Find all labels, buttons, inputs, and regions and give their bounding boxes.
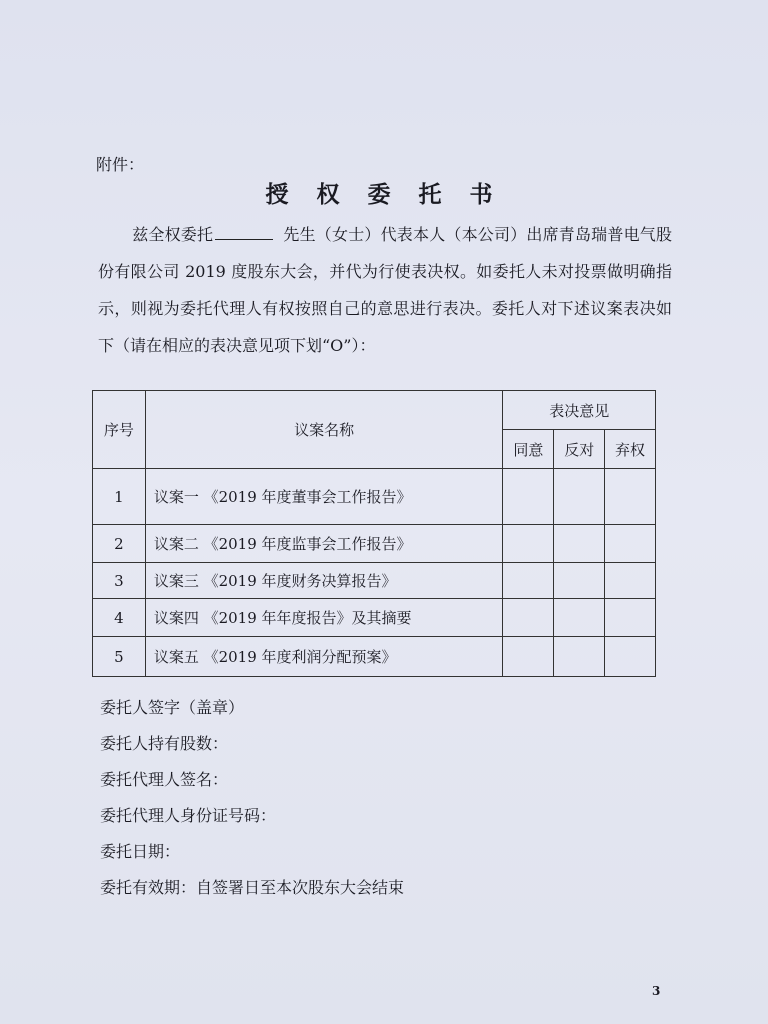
header-agree: 同意 [503,430,554,469]
vote-agree-cell[interactable] [503,469,554,525]
row-name: 议案三 《2019 年度财务决算报告》 [145,563,503,599]
row-seq: 1 [93,469,146,525]
row-seq: 2 [93,525,146,563]
table-row [93,469,656,525]
header-name: 议案名称 [145,391,503,469]
row-name: 议案一 《2019 年度董事会工作报告》 [145,469,503,525]
row-seq: 5 [93,637,146,677]
header-opinion: 表决意见 [503,391,656,430]
header-oppose: 反对 [554,430,605,469]
vote-abstain-cell[interactable] [605,637,656,677]
table-row [93,525,656,563]
row-name: 议案五 《2019 年度利润分配预案》 [145,637,503,677]
row-seq: 3 [93,563,146,599]
attachment-label: 附件： [96,155,145,174]
vote-agree-cell[interactable] [503,525,554,563]
validity-line: 委托有效期：自签署日至本次股东大会结束 [100,878,405,897]
table-row [93,599,656,637]
row-name: 议案四 《2019 年年度报告》及其摘要 [145,599,503,637]
table-header-row [93,391,656,430]
principal-sign-line: 委托人签字（盖章） [100,698,245,717]
signature-section [100,690,404,906]
vote-agree-cell[interactable] [503,563,554,599]
document-title: 授 权 委 托 书 [265,181,503,208]
vote-oppose-cell[interactable] [554,469,605,525]
vote-abstain-cell[interactable] [605,469,656,525]
shares-held-line: 委托人持有股数： [100,734,229,753]
row-seq: 4 [93,599,146,637]
vote-abstain-cell[interactable] [605,563,656,599]
voting-table [92,390,656,677]
date-line: 委托日期： [100,842,181,861]
agent-id-line: 委托代理人身份证号码： [100,806,277,825]
table-row [93,637,656,677]
intro-part2: 先生（女士）代表本人（本公司）出席青岛瑞普电气股份有限公司 2019 度股东大会，并代为行使表决权。如委托人未对投票做明确指示，则视为委托代理人有权按照自己的意思进行表决。委托人对下述议案表决如下（请在相应的表决意见项下划“O”）： [98,225,672,355]
vote-oppose-cell[interactable] [554,599,605,637]
table-row [93,563,656,599]
vote-oppose-cell[interactable] [554,563,605,599]
proxy-name-blank [215,225,273,240]
intro-part1: 兹全权委托 [132,225,214,244]
vote-abstain-cell[interactable] [605,525,656,563]
page-number: 3 [652,984,661,998]
vote-agree-cell[interactable] [503,637,554,677]
vote-oppose-cell[interactable] [554,637,605,677]
agent-sign-line: 委托代理人签名： [100,770,229,789]
row-name: 议案二 《2019 年度监事会工作报告》 [145,525,503,563]
header-seq: 序号 [93,391,146,469]
vote-abstain-cell[interactable] [605,599,656,637]
vote-oppose-cell[interactable] [554,525,605,563]
header-abstain: 弃权 [605,430,656,469]
intro-paragraph [98,216,672,364]
vote-agree-cell[interactable] [503,599,554,637]
